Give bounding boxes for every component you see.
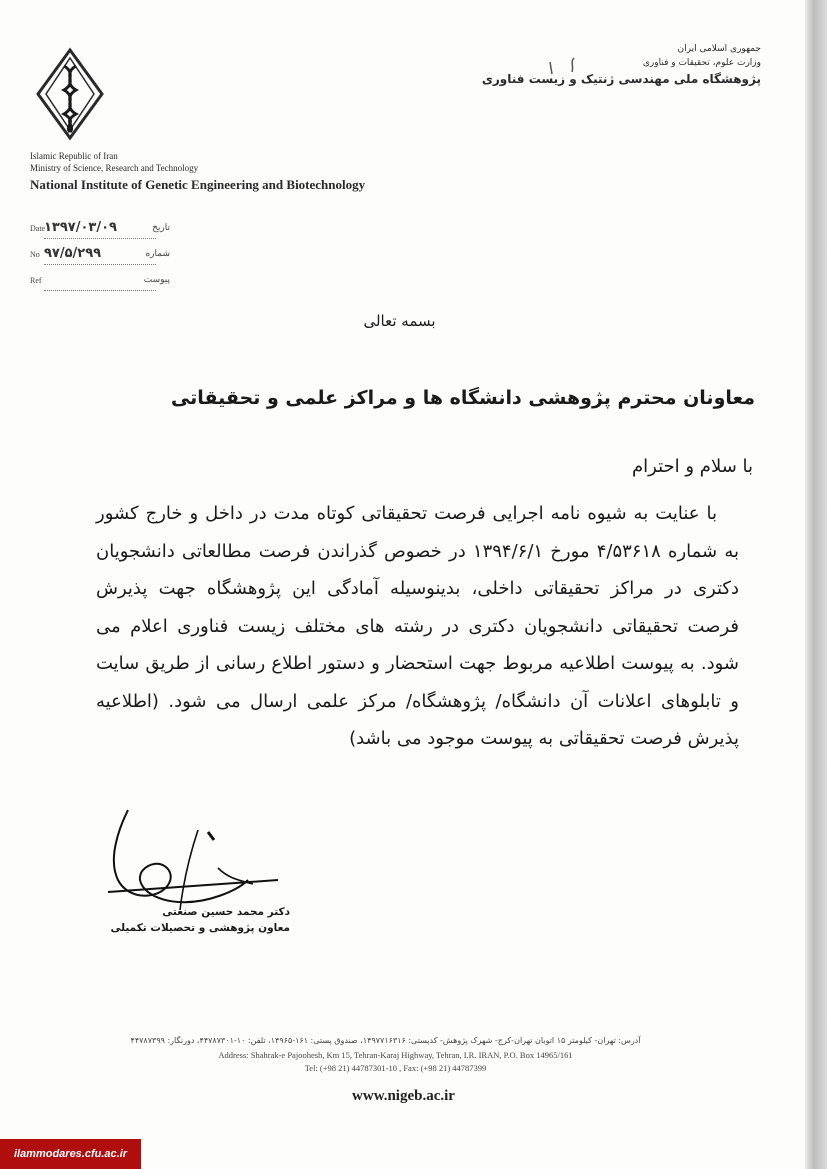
number-label-en: No <box>30 250 40 259</box>
page-edge-shadow <box>805 0 827 1169</box>
institute-name-en: National Institute of Genetic Engineering and Biotechnology <box>30 177 366 192</box>
letter-footer <box>0 1036 827 1105</box>
ref-line <box>44 290 156 291</box>
address-fa: آدرس: تهران- کیلومتر ۱۵ اتوبان تهران-کرج- شهرک پژوهش- کدپستی: ۱۴۹۷۷۱۶۳۱۶، صندوق پستی: ۱۶۱-۱۴۹۶۵، تلفن: ۱۰-۴۴۷۸۷۳۰۱، دورنگار: ۴۴۷۸۷۳۹۹ <box>130 1036 641 1045</box>
ref-label-en: Ref <box>30 276 42 285</box>
country-en: Islamic Republic of Iran <box>30 151 118 161</box>
letter-body <box>96 495 739 758</box>
date-value: ۱۳۹۷/۰۳/۰۹ <box>44 220 117 235</box>
signer-name: دکتر محمد حسین صنعتی <box>162 906 290 918</box>
english-letterhead <box>30 150 365 194</box>
addressee: معاونان محترم پژوهشی دانشگاه ها و مراکز علمی و تحقیقاتی <box>170 387 755 409</box>
number-line <box>44 264 156 265</box>
persian-letterhead <box>482 42 761 88</box>
signer-block <box>94 904 290 936</box>
ref-row <box>30 274 170 300</box>
source-watermark: ilammodares.cfu.ac.ir <box>0 1139 141 1169</box>
institute-logo <box>34 46 106 146</box>
greeting: با سلام و احترام <box>632 456 753 477</box>
number-label-fa: شماره <box>145 248 170 258</box>
basmala <box>0 312 827 330</box>
signer-title: معاون پژوهشی و تحصیلات تکمیلی <box>110 922 290 934</box>
website: www.nigeb.ac.ir <box>352 1088 455 1104</box>
ministry-fa: وزارت علوم، تحقیقات و فناوری <box>642 58 761 68</box>
ref-label-fa: پیوست <box>143 274 170 284</box>
number-value: ۹۷/۵/۲۹۹ <box>44 246 102 261</box>
date-label-en: Date <box>30 224 46 233</box>
number-row <box>30 248 170 274</box>
date-line <box>44 238 156 239</box>
date-row <box>30 222 170 248</box>
country-fa: جمهوری اسلامی ایران <box>677 44 761 54</box>
ministry-en: Ministry of Science, Research and Technology <box>30 163 199 173</box>
letter-metadata <box>30 222 170 300</box>
date-label-fa: تاریخ <box>152 222 170 232</box>
institute-name-fa: پژوهشگاه ملی مهندسی ژنتیک و زیست فناوری <box>481 72 761 86</box>
body-paragraph: با عنایت به شیوه نامه اجرایی فرصت تحقیقاتی کوتاه مدت در داخل و خارج کشور به شماره ۴/۵۳۶۱۸ مورخ ۱۳۹۴/۶/۱ در خصوص گذراندن فرصت مطالعاتی دانشجویان دکتری در مراکز تحقیقاتی داخلی، بدینوسیله آمادگی این پژوهشگاه جهت پذیرش فرصت تحقیقاتی دانشجویان دکتری در رشته های مختلف زیست فناوری اعلام می شود. به پیوست اطلاعیه مربوط جهت استحضار و دستور اطلاع رسانی از طریق سایت و تابلوهای اعلانات آن دانشگاه/ پژوهشگاه/ مرکز علمی ارسال می شود. (اطلاعیه پذیرش فرصت تحقیقاتی به پیوست موجود می باشد) <box>96 503 739 749</box>
address-en: Address: Shahrak-e Pajoohesh, Km 15, Tehran-Karaj Highway, Tehran, I.R. IRAN, P.O. Box 14965/161 <box>218 1050 573 1060</box>
basmala-text: بسمه تعالی <box>363 312 436 330</box>
phone-fax: Tel: (+98 21) 44787301-10 , Fax: (+98 21) 44787399 <box>304 1063 487 1073</box>
